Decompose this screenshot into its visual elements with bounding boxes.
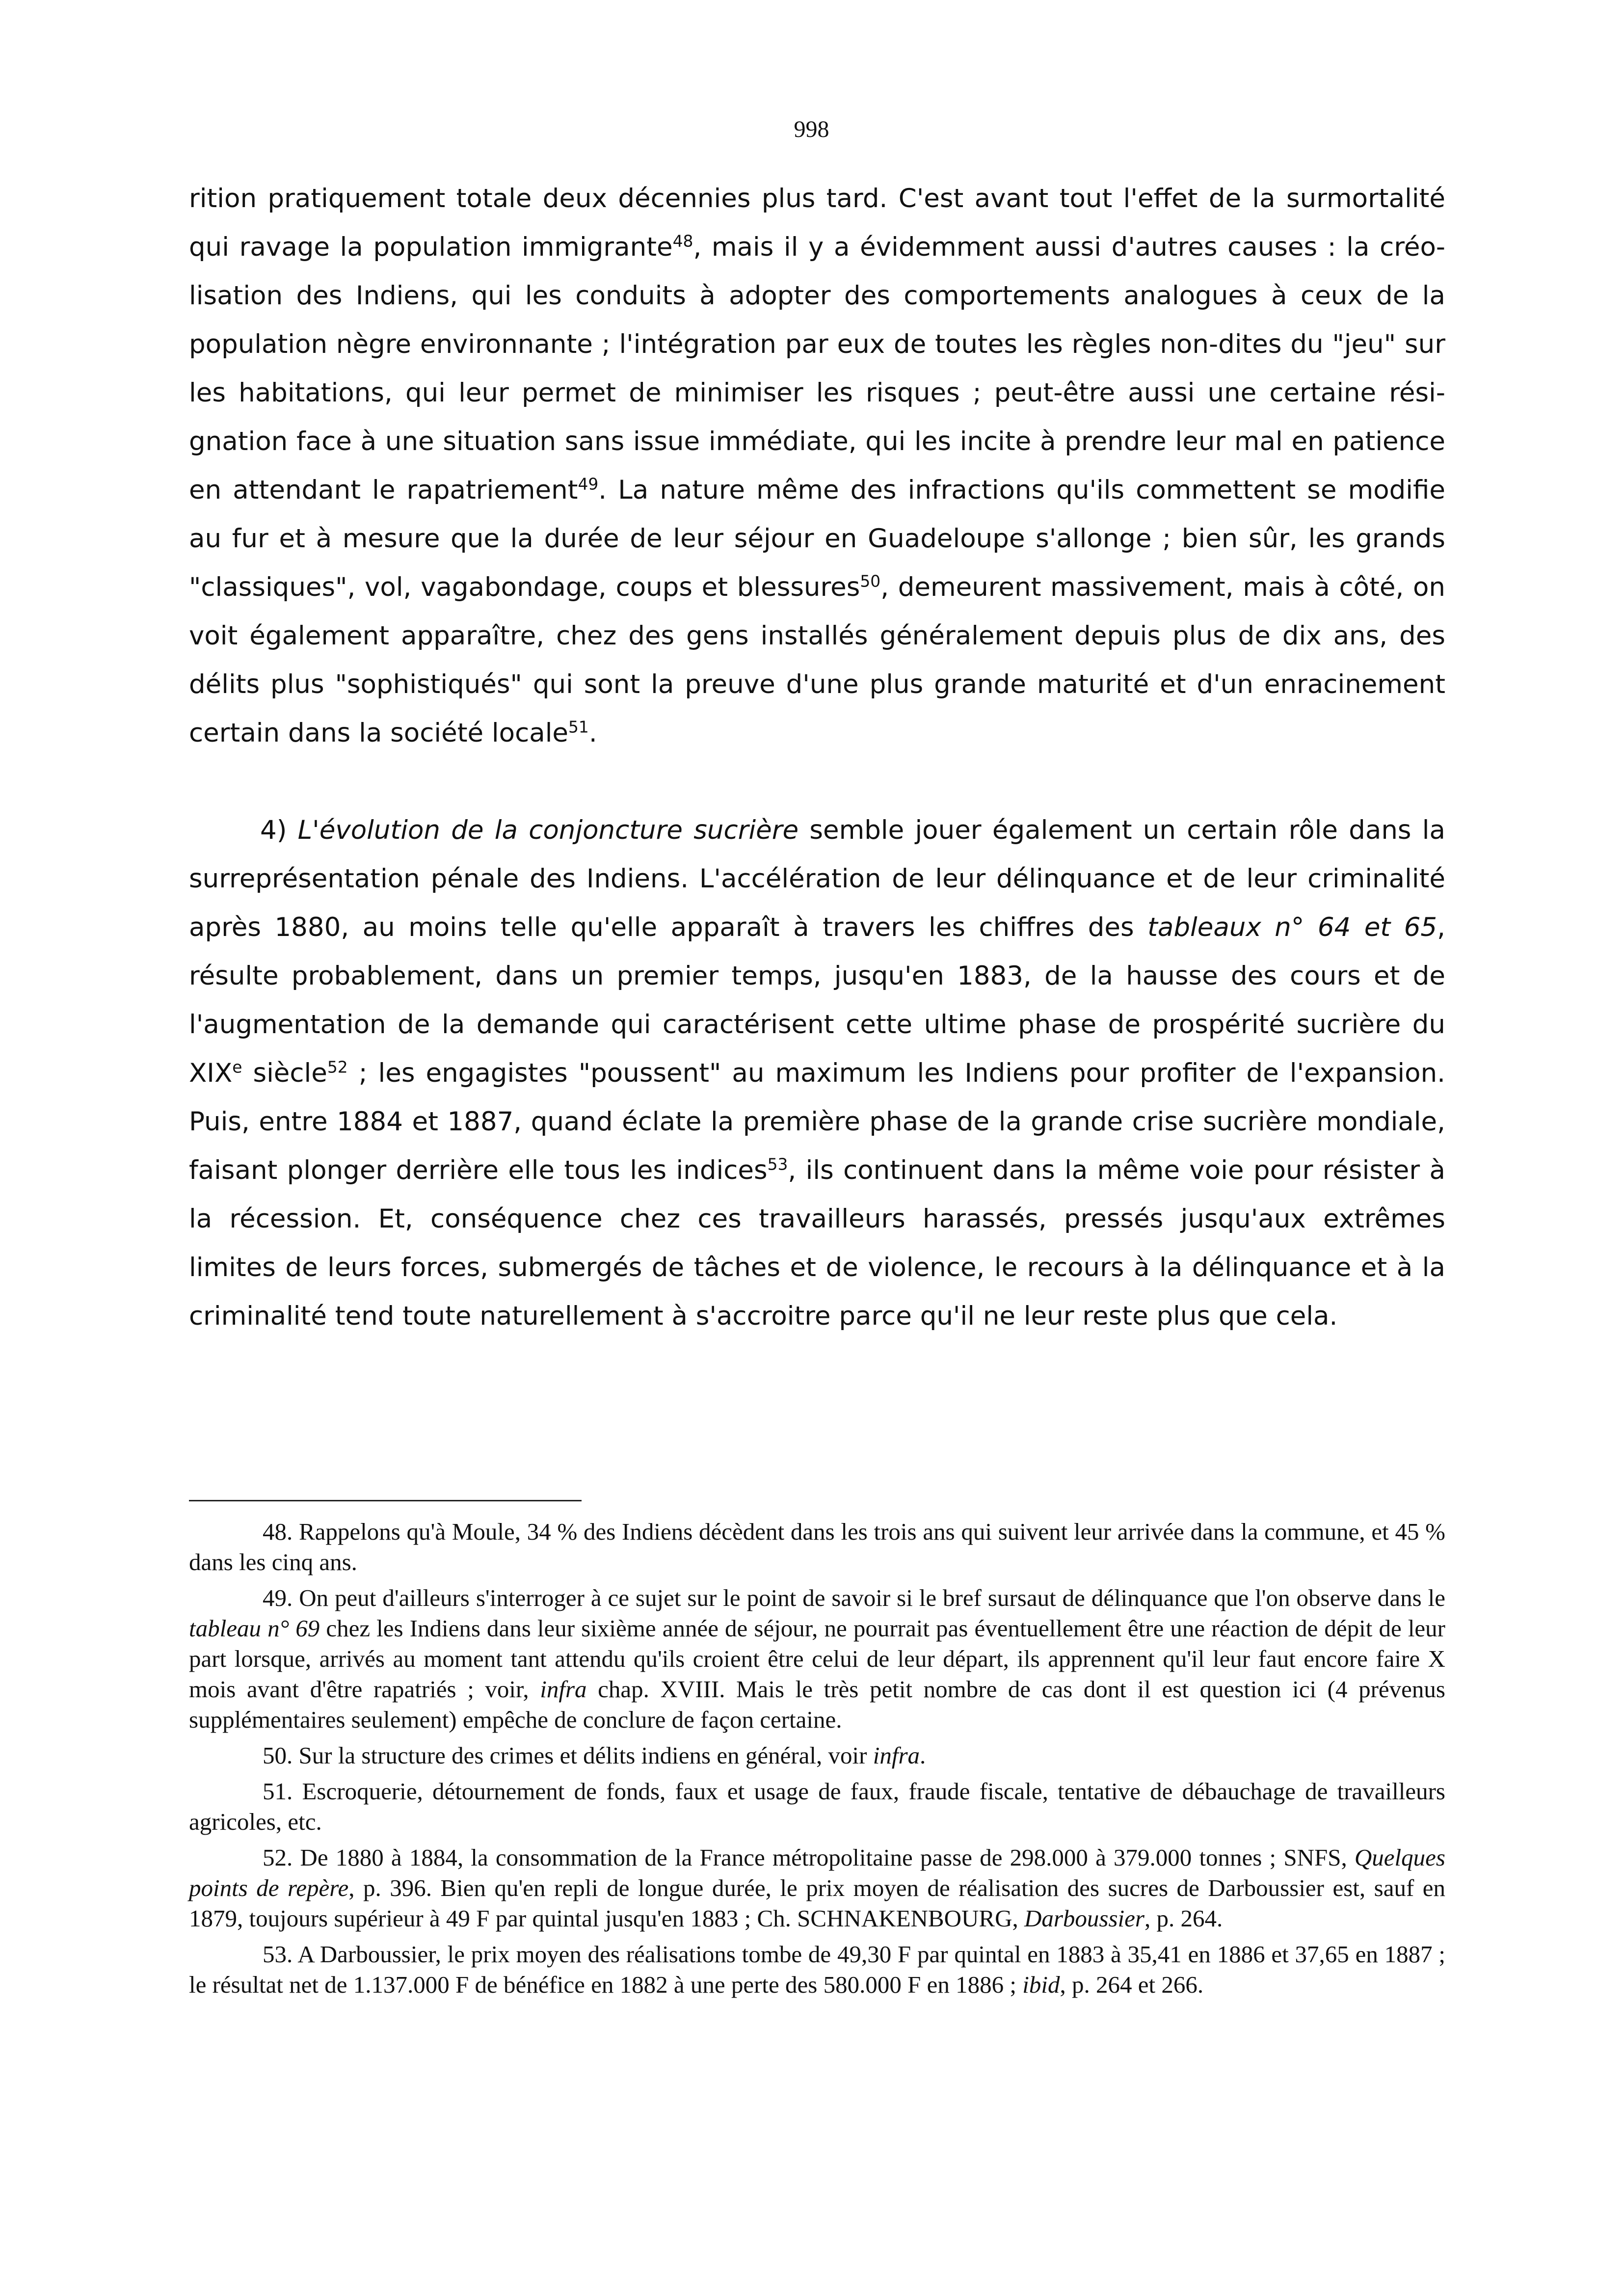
footnote-49: [189, 1583, 1445, 1735]
footnote-separator: [189, 1500, 582, 1501]
paragraph-2: [189, 806, 1445, 1340]
text-run: 49. On peut d'ailleurs s'interroger à ce sujet sur le point de savoir si le bref sursaut de délinquance que l'on observe dans le: [263, 1584, 1445, 1611]
note-ref: 48: [672, 231, 693, 251]
text-run: chap. XVIII. Mais le très petit nombre de cas dont il est question ici (4 prévenus supplémentaires seulement) empêche de conclure de façon certaine.: [189, 1676, 1445, 1733]
text-run: 50. Sur la structure des crimes et délits indiens en général, voir: [263, 1742, 873, 1769]
italic-text: ibid: [1022, 1971, 1060, 1998]
note-ref: 51: [568, 717, 589, 737]
text-run: 48. Rappelons qu'à Moule, 34 % des Indiens décèdent dans les trois ans qui suivent leur arrivée dans la commune, et 45 % dans les cinq ans.: [189, 1518, 1445, 1575]
text-run: , mais il y a évidemment aussi d'autres causes : la créolisation des Indiens, qui les conduits à adopter des comportements analogues à ceux de la population nègre environnante ; l'intégration par eux de toutes les règles non-dites du "jeu" sur les habitations, qui leur permet de minimiser les risques ; peut-être aussi une certaine résignation face à une situation sans issue immédiate, qui les incite à prendre leur mal en patience en attendant le rapatriement: [189, 232, 1445, 505]
note-ref: e: [232, 1057, 242, 1077]
text-run: 52. De 1880 à 1884, la consommation de la France métropolitaine passe de 298.000 à 379.000 tonnes ; SNFS,: [263, 1844, 1355, 1871]
text-run: , demeurent massivement, mais à côté, on voit également apparaître, chez des gens installés généralement depuis plus de dix ans, des délits plus "sophistiqués" qui sont la preuve d'une plus grande maturité et d'un enracinement certain dans la société locale: [189, 572, 1445, 748]
text-run: , p. 264.: [1144, 1905, 1223, 1932]
text-run: .: [920, 1742, 926, 1769]
text-run: 51. Escroquerie, détournement de fonds, faux et usage de faux, fraude fiscale, tentative de débauchage de travailleurs agricoles, etc.: [189, 1778, 1445, 1835]
italic-text: infra: [873, 1742, 920, 1769]
italic-text: infra: [540, 1676, 587, 1703]
italic-text: Darboussier: [1024, 1905, 1144, 1932]
text-run: 4): [260, 815, 298, 845]
page-number: 998: [794, 116, 829, 142]
footnote-51: [189, 1776, 1445, 1837]
footnotes: [189, 1517, 1445, 2005]
italic-text: tableaux n° 64 et 65: [1147, 912, 1437, 942]
note-ref: 50: [860, 571, 881, 591]
text-run: , p. 264 et 266.: [1060, 1971, 1204, 1998]
text-run: rition pratiquement totale deux décennies plus tard. C'est avant tout l'effet de la surmortalité qui ravage la population immigrante: [189, 184, 1445, 262]
text-run: ; les engagistes "poussent" au maximum les Indiens pour profiter de l'expansion. Puis, entre 1884 et 1887, quand éclate la première phase de la grande crise sucrière mondiale, faisant plonger derrière elle tous les indices: [189, 1058, 1446, 1185]
footnote-48: [189, 1517, 1445, 1577]
footnote-53: [189, 1939, 1445, 2000]
footnote-52: [189, 1842, 1445, 1934]
note-ref: 52: [327, 1057, 348, 1077]
text-run: 53. A Darboussier, le prix moyen des réalisations tombe de 49,30 F par quintal en 1883 à 35,41 en 1886 et 37,65 en 1887 ; le résultat net de 1.137.000 F de bénéfice en 1882 à une perte des 580.000 F en 1886 ;: [189, 1941, 1445, 1998]
note-ref: 53: [767, 1154, 788, 1174]
text-run: .: [588, 718, 597, 748]
body-text: [189, 174, 1445, 1340]
italic-text: tableau n° 69: [189, 1615, 320, 1642]
paragraph-1: [189, 174, 1445, 757]
note-ref: 49: [578, 474, 599, 494]
text-run: chez les Indiens dans leur sixième année de séjour, ne pourrait pas éventuellement être une réaction de dépit de leur part lorsque, arrivés au moment tant attendu qu'ils croient être celui de leur départ, ils apprennent qu'il leur faut encore faire X mois avant d'être rapatriés ; voir,: [189, 1615, 1445, 1703]
footnote-50: [189, 1740, 1445, 1771]
italic-text: Quelques points de repère: [189, 1844, 1445, 1901]
text-run: , p. 396. Bien qu'en repli de longue durée, le prix moyen de réalisation des sucres de Darboussier est, sauf en 1879, toujours supérieur à 49 F par quintal jusqu'en 1883 ; Ch. SCHNAKENBOURG,: [189, 1874, 1445, 1932]
text-run: semble jouer également un certain rôle dans la surreprésentation pénale des Indiens. L'accélération de leur délinquance et de leur criminalité après 1880, au moins telle qu'elle apparaît à travers les chiffres des: [189, 815, 1445, 942]
text-run: , ils continuent dans la même voie pour résister à la récession. Et, conséquence chez ces travailleurs harassés, pressés jusqu'aux extrêmes limites de leurs forces, submergés de tâches et de violence, le recours à la délinquance et à la criminalité tend toute naturellement à s'accroitre parce qu'il ne leur reste plus que cela.: [189, 1155, 1445, 1331]
text-run: , résulte probablement, dans un premier temps, jusqu'en 1883, de la hausse des cours et de l'augmentation de la demande qui caractérisent cette ultime phase de prospérité sucrière du XIX: [189, 912, 1446, 1088]
italic-text: L'évolution de la conjoncture sucrière: [297, 815, 799, 845]
text-run: siècle: [242, 1058, 327, 1088]
text-run: . La nature même des infractions qu'ils commettent se modifie au fur et à mesure que la durée de leur séjour en Guadeloupe s'allonge ; bien sûr, les grands "classiques", vol, vagabondage, coups et blessures: [189, 475, 1445, 602]
